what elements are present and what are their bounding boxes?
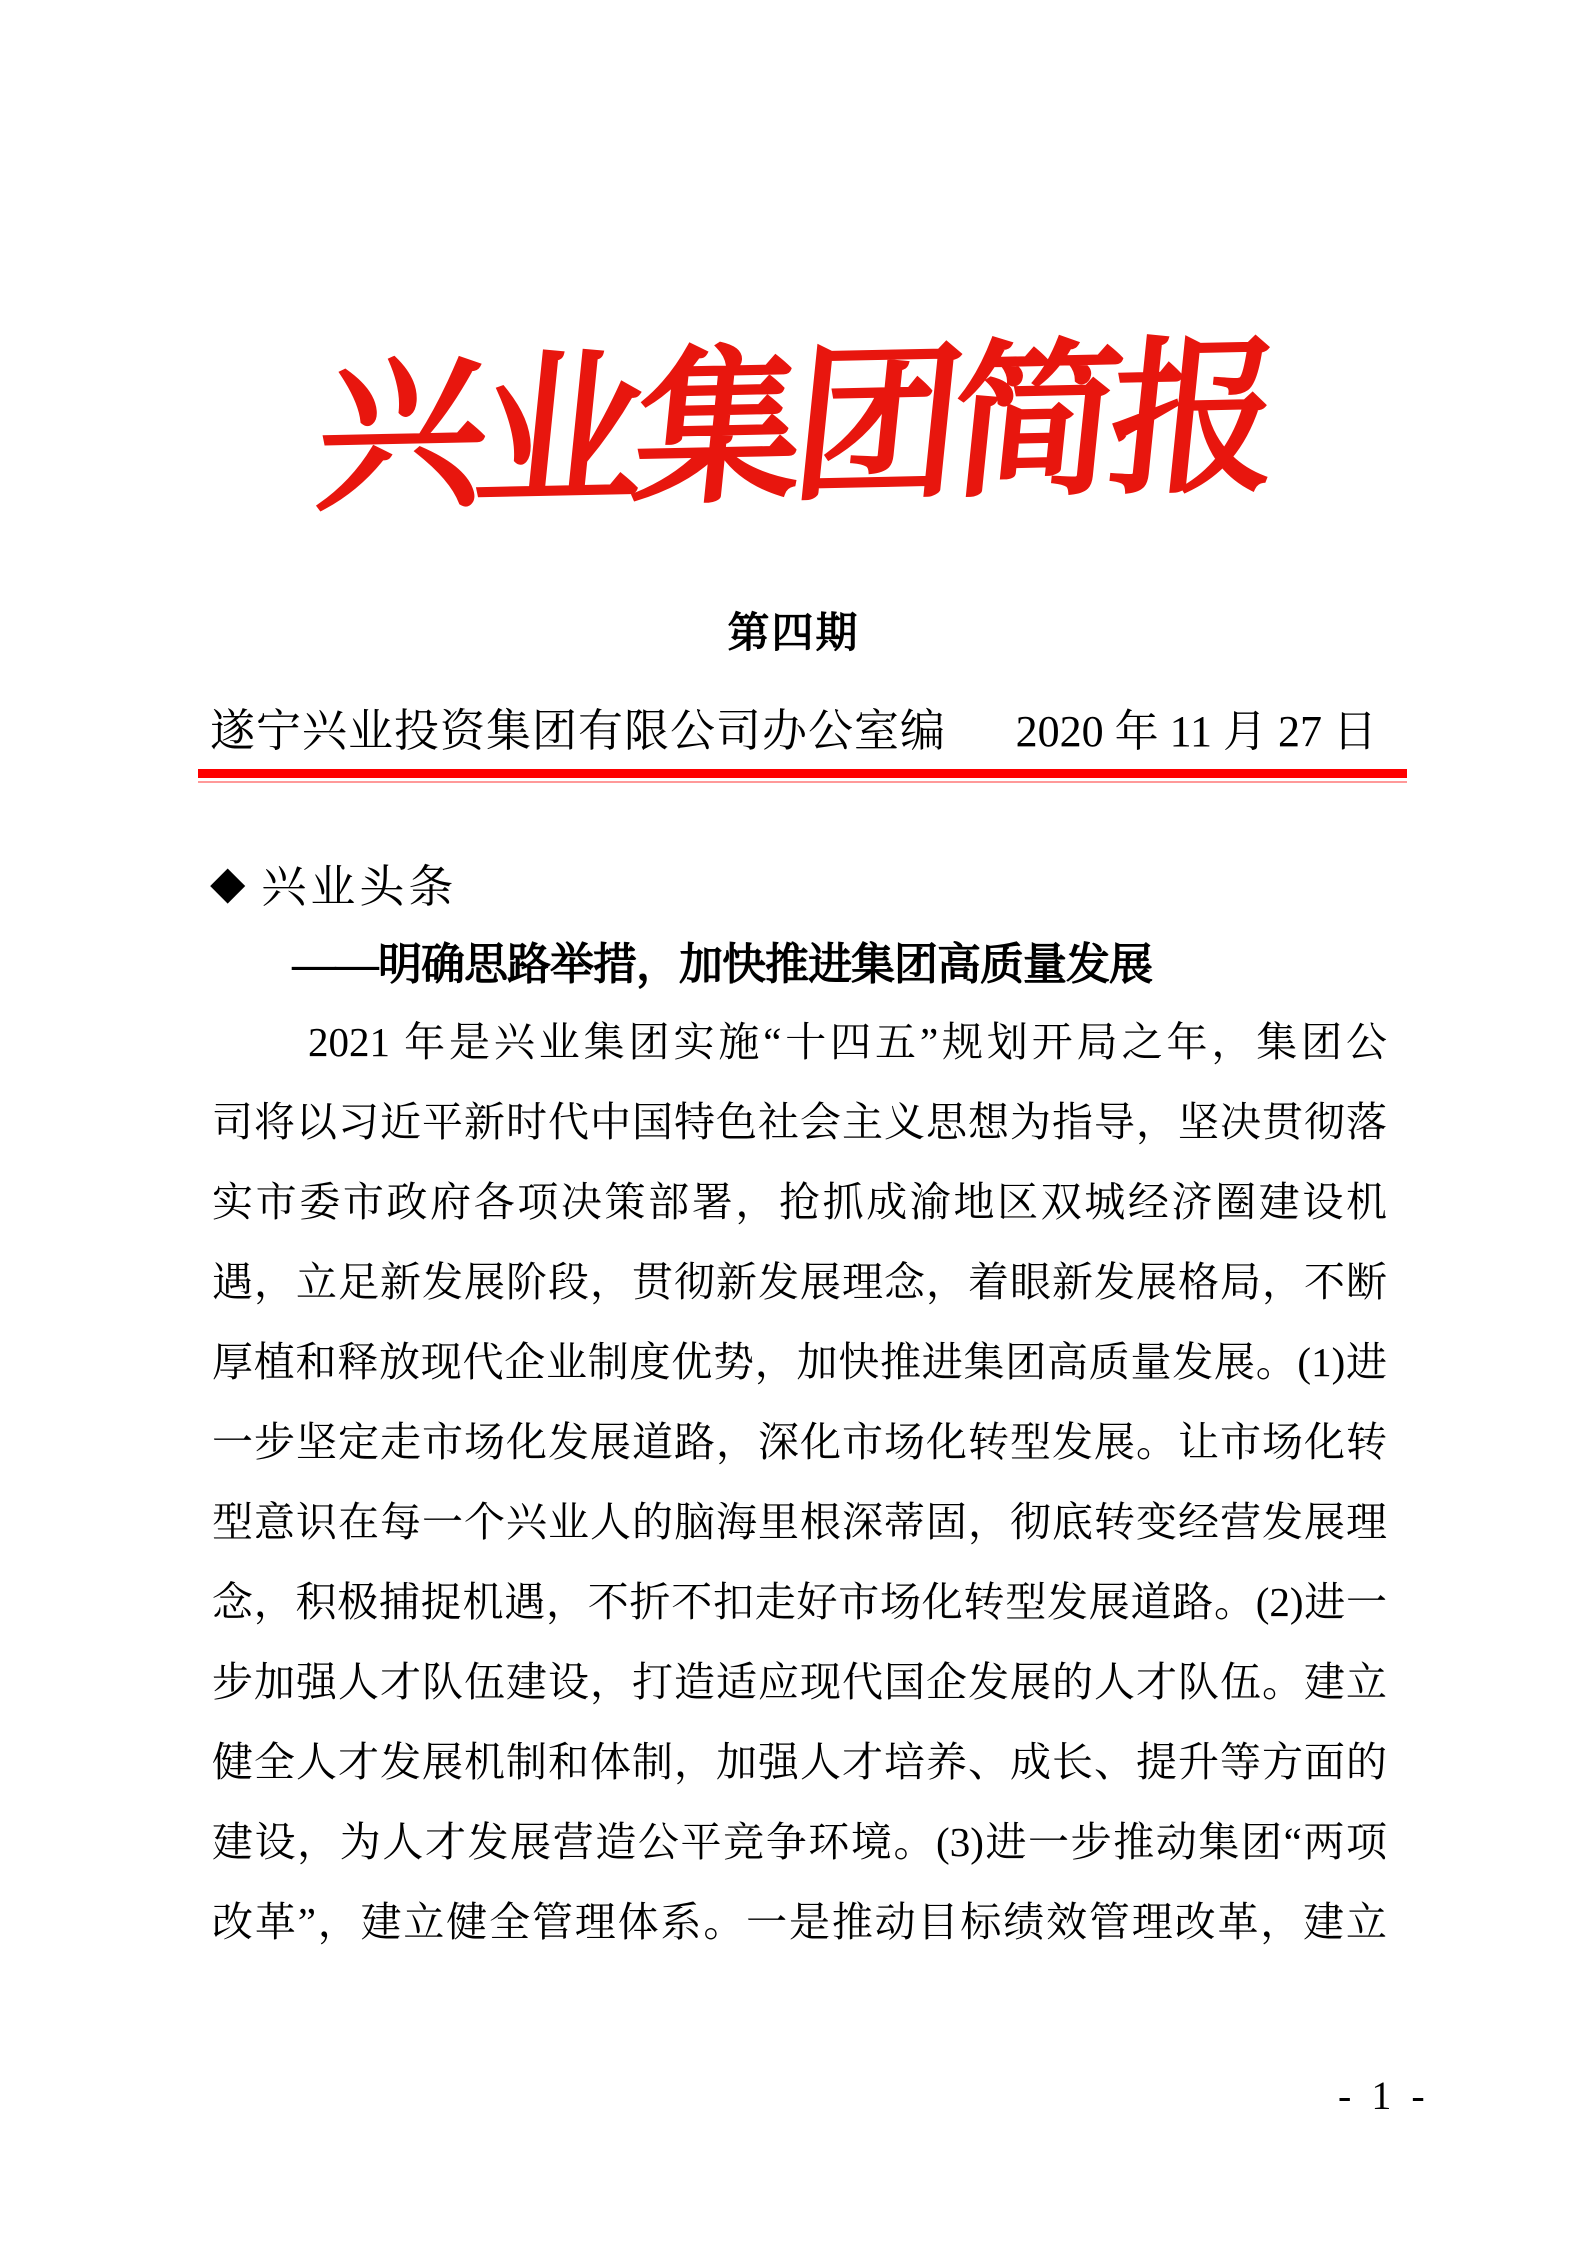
body-line: 厚植和释放现代企业制度优势，加快推进集团高质量发展。(1)进: [212, 1339, 1387, 1385]
masthead: [0, 317, 1587, 535]
body-line: 司将以习近平新时代中国特色社会主义思想为指导，坚决贯彻落: [212, 1099, 1387, 1145]
body-line: 念，积极捕捉机遇，不折不扣走好市场化转型发展道路。(2)进一: [212, 1579, 1387, 1625]
section-title: 兴业头条: [261, 861, 458, 912]
issue-label: 第四期: [727, 609, 860, 656]
red-divider-rule-thin: [198, 781, 1407, 783]
publish-date: 2020 年 11 月 27 日: [1015, 707, 1377, 756]
body-line: 遇，立足新发展阶段，贯彻新发展理念，着眼新发展格局，不断: [212, 1259, 1387, 1305]
red-divider-rule: [198, 769, 1407, 778]
page-number: - 1 -: [1338, 2073, 1430, 2118]
body-line: 健全人才发展机制和体制，加强人才培养、成长、提升等方面的: [212, 1739, 1387, 1785]
article-body: [212, 1002, 1387, 1962]
body-line: 型意识在每一个兴业人的脑海里根深蒂固，彻底转变经营发展理: [212, 1499, 1387, 1545]
diamond-icon: ◆: [210, 856, 246, 908]
body-line: 步加强人才队伍建设，打造适应现代国企发展的人才队伍。建立: [212, 1659, 1387, 1705]
publication-row: [210, 694, 1377, 759]
body-line: 实市委市政府各项决策部署，抢抓成渝地区双城经济圈建设机: [212, 1179, 1387, 1225]
section-header: [210, 850, 457, 915]
editor-label: 遂宁兴业投资集团有限公司办公室编: [210, 706, 947, 756]
body-line: 2021 年是兴业集团实施“十四五”规划开局之年，集团公: [308, 1019, 1387, 1065]
masthead-title: 兴业集团简报: [308, 317, 1279, 535]
article-headline: ——明确思路举措，加快推进集团高质量发展: [292, 940, 1152, 989]
body-line: 一步坚定走市场化发展道路，深化市场化转型发展。让市场化转: [212, 1419, 1387, 1465]
body-line: 改革”，建立健全管理体系。一是推动目标绩效管理改革，建立: [212, 1899, 1387, 1945]
body-line: 建设，为人才发展营造公平竞争环境。(3)进一步推动集团“两项: [212, 1819, 1387, 1865]
